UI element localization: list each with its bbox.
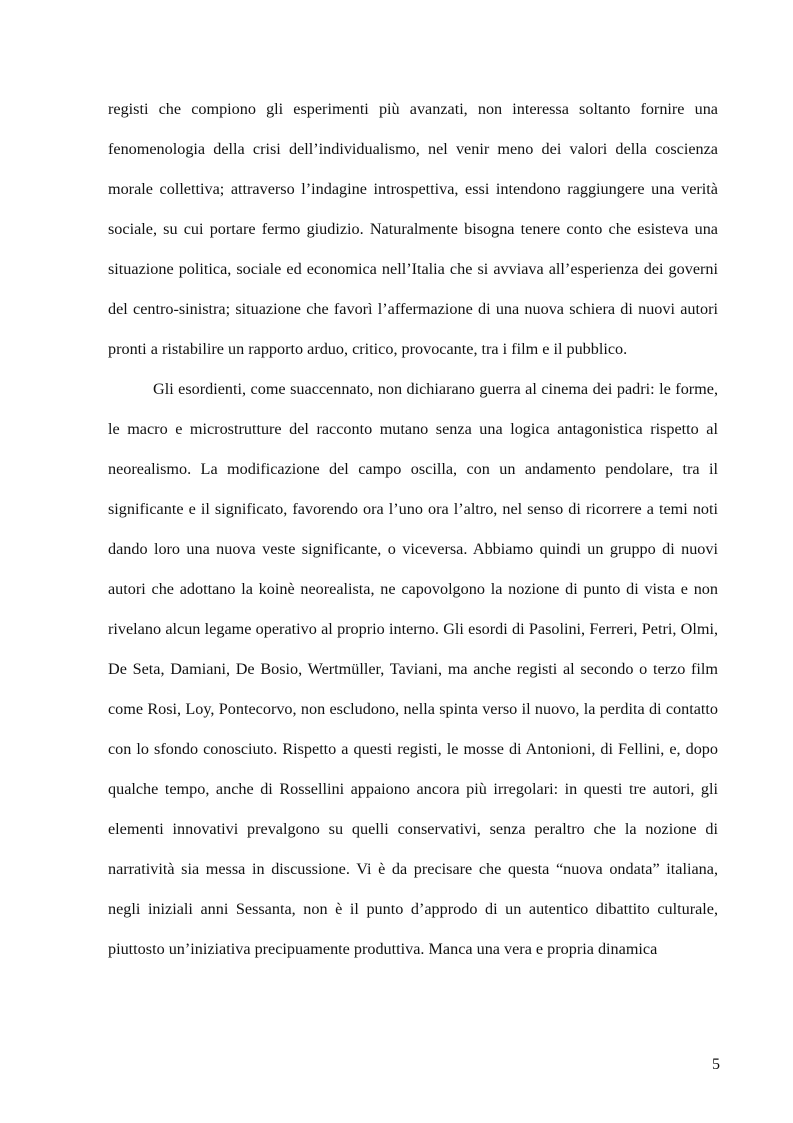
- paragraph-esordienti: Gli esordienti, come suaccennato, non dichiarano guerra al cinema dei padri: le forme, le macro e microstrutture del racconto mutano senza una logica antagonistica rispetto al neorealismo. La modificazione del campo oscilla, con un andamento pendolare, tra il significante e il significato, favorendo ora l’uno ora l’altro, nel senso di ricorrere a temi noti dando loro una nuova veste significante, o viceversa. Abbiamo quindi un gruppo di nuovi autori che adottano la koinè neorealista, ne capovolgono la nozione di punto di vista e non rivelano alcun legame operativo al proprio interno. Gli esordi di Pasolini, Ferreri, Petri, Olmi, De Seta, Damiani, De Bosio, Wertmüller, Taviani, ma anche registi al secondo o terzo film come Rosi, Loy, Pontecorvo, non escludono, nella spinta verso il nuovo, la perdita di contatto con lo sfondo conosciuto. Rispetto a questi registi, le mosse di Antonioni, di Fellini, e, dopo qualche tempo, anche di Rossellini appaiono ancora più irregolari: in questi tre autori, gli elementi innovativi prevalgono su quelli conservativi, senza peraltro che la nozione di narratività sia messa in discussione. Vi è da precisare che questa “nuova ondata” italiana, negli iniziali anni Sessanta, non è il punto d’approdo di un autentico dibattito culturale, piuttosto un’iniziativa precipuamente produttiva. Manca una vera e propria dinamica: [108, 380, 718, 958]
- page-number: 5: [712, 1056, 720, 1073]
- paragraph-continuation: registi che compiono gli esperimenti più avanzati, non interessa soltanto fornire una fenomenologia della crisi dell’individualismo, nel venir meno dei valori della coscienza morale collettiva; attraverso l’indagine introspettiva, essi intendono raggiungere una verità sociale, su cui portare fermo giudizio. Naturalmente bisogna tenere conto che esisteva una situazione politica, sociale ed economica nell’Italia che si avviava all’esperienza dei governi del centro-sinistra; situazione che favorì l’affermazione di una nuova schiera di nuovi autori pronti a ristabilire un rapporto arduo, critico, provocante, tra i film e il pubblico.: [108, 100, 718, 358]
- body-text: [108, 89, 718, 969]
